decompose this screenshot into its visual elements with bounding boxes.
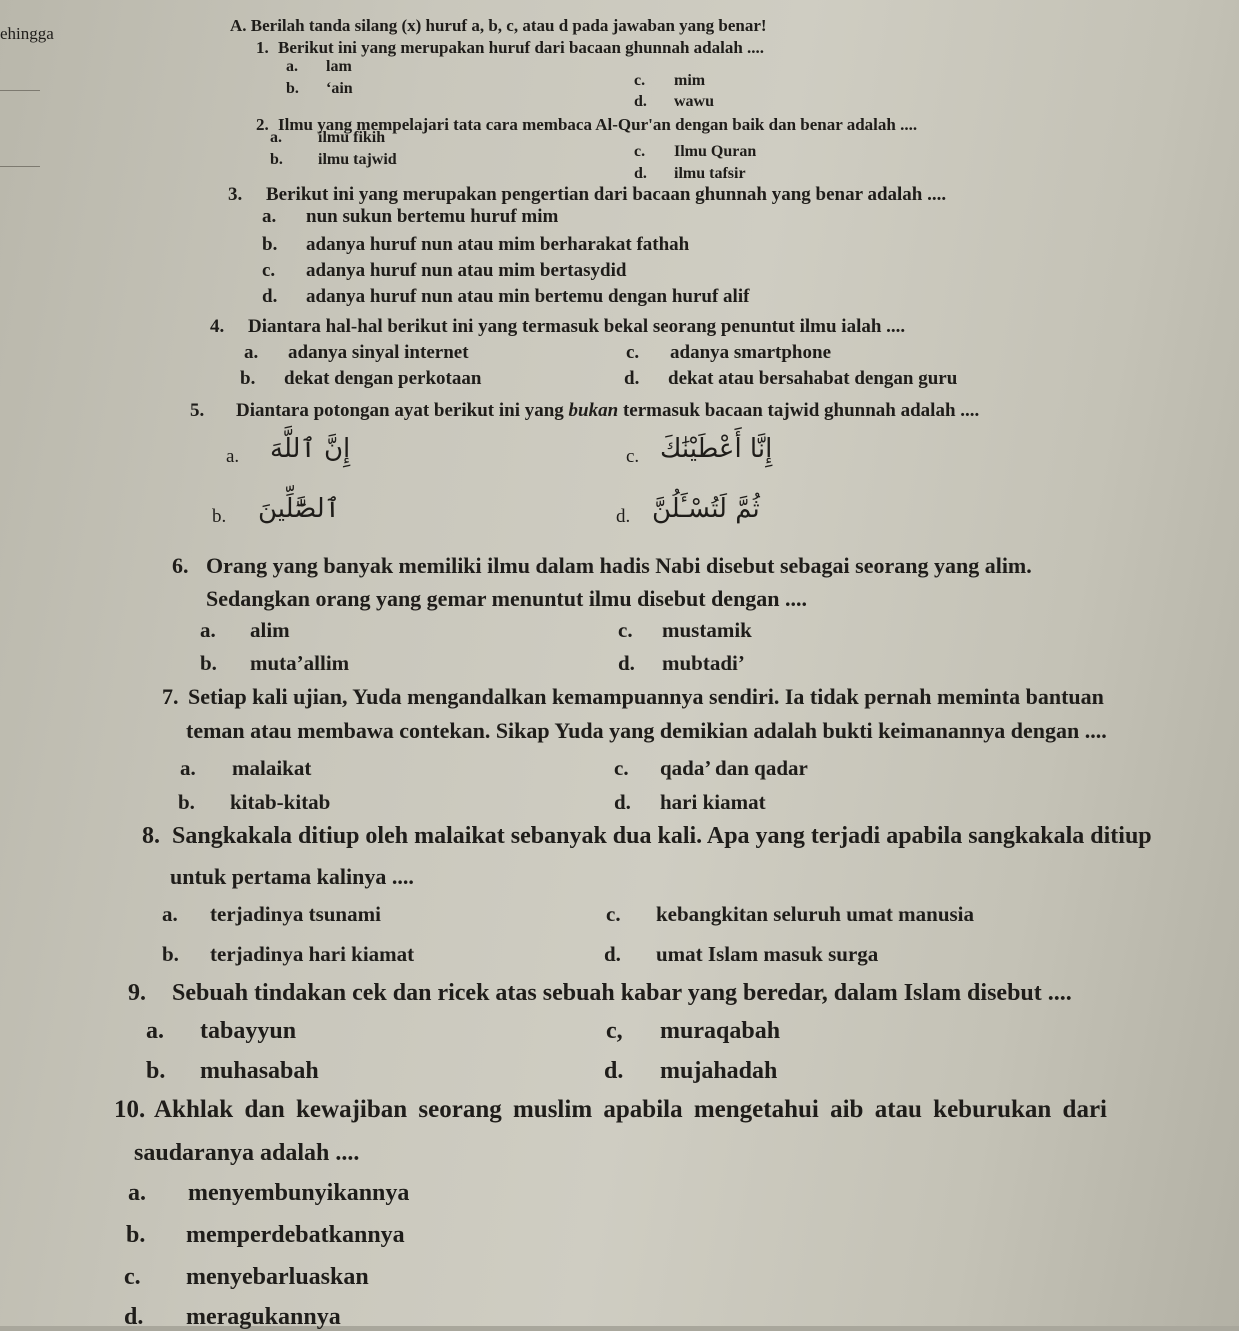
option-6b[interactable]: b. muta’allim bbox=[200, 651, 350, 675]
option-6a[interactable]: a. alim bbox=[200, 618, 290, 642]
option-3d[interactable]: d. adanya huruf nun atau min bertemu dengan huruf alif bbox=[262, 286, 750, 307]
question-7-line1: 7. Setiap kali ujian, Yuda mengandalkan kemampuannya sendiri. Ia tidak pernah meminta bantuan bbox=[162, 684, 1104, 709]
text-fragment: ehingga bbox=[0, 24, 54, 43]
option-1c[interactable]: c. mim bbox=[634, 72, 706, 89]
option-4c[interactable]: c. adanya smartphone bbox=[626, 342, 831, 363]
option-5c-label[interactable]: c. bbox=[626, 446, 640, 467]
option-7c[interactable]: c. qada’ dan qadar bbox=[614, 756, 808, 780]
option-2c[interactable]: c. Ilmu Quran bbox=[634, 143, 757, 160]
option-5a-label[interactable]: a. bbox=[226, 446, 240, 467]
option-5c-arabic: إِنَّا أَعْطَيْنَٰكَ bbox=[660, 434, 773, 464]
option-4b[interactable]: b. dekat dengan perkotaan bbox=[240, 368, 482, 389]
option-2b[interactable]: b. ilmu tajwid bbox=[270, 151, 397, 168]
question-8-line2: untuk pertama kalinya .... bbox=[170, 864, 414, 889]
margin-line bbox=[0, 90, 40, 91]
question-10-line1: 10. Akhlak dan kewajiban seorang muslim apabila mengetahui aib atau keburukan dari bbox=[114, 1096, 1107, 1123]
option-8b[interactable]: b. terjadinya hari kiamat bbox=[162, 942, 415, 966]
question-6-line2: Sedangkan orang yang gemar menuntut ilmu disebut dengan .... bbox=[206, 586, 808, 611]
option-5a-arabic: إِنَّ ٱللَّهَ bbox=[270, 434, 351, 464]
option-2d[interactable]: d. ilmu tafsir bbox=[634, 165, 746, 182]
option-9d[interactable]: d. mujahadah bbox=[604, 1058, 778, 1084]
option-8c[interactable]: c. kebangkitan seluruh umat manusia bbox=[606, 902, 975, 926]
question-2: 2. Ilmu yang mempelajari tata cara membaca Al-Qur'an dengan baik dan benar adalah .... bbox=[256, 115, 918, 134]
option-2a[interactable]: a. ilmu fikih bbox=[270, 129, 386, 146]
option-9a[interactable]: a. tabayyun bbox=[146, 1018, 297, 1044]
option-5d-label[interactable]: d. bbox=[616, 506, 631, 527]
section-heading: A. Berilah tanda silang (x) huruf a, b, c, atau d pada jawaban yang benar! bbox=[230, 16, 767, 35]
option-1b[interactable]: b. ‘ain bbox=[286, 80, 353, 97]
option-8a[interactable]: a. terjadinya tsunami bbox=[162, 902, 381, 926]
question-9: 9. Sebuah tindakan cek dan ricek atas sebuah kabar yang beredar, dalam Islam disebut .... bbox=[128, 980, 1072, 1006]
option-5d-arabic: ثُمَّ لَتُسْـَٔلُنَّ bbox=[652, 494, 760, 524]
question-1: 1. Berikut ini yang merupakan huruf dari bacaan ghunnah adalah .... bbox=[256, 38, 765, 57]
option-10b[interactable]: b. memperdebatkannya bbox=[126, 1222, 405, 1248]
option-9b[interactable]: b. muhasabah bbox=[146, 1058, 319, 1084]
margin-line bbox=[0, 166, 40, 167]
option-4d[interactable]: d. dekat atau bersahabat dengan guru bbox=[624, 368, 958, 389]
option-5b-arabic: ٱلصَّٰٓلِّينَ bbox=[258, 494, 340, 524]
option-1d[interactable]: d. wawu bbox=[634, 93, 715, 110]
question-3: 3. Berikut ini yang merupakan pengertian dari bacaan ghunnah yang benar adalah .... bbox=[228, 184, 947, 205]
option-7a[interactable]: a. malaikat bbox=[180, 756, 312, 780]
option-10c[interactable]: c. menyebarluaskan bbox=[124, 1264, 369, 1290]
option-7b[interactable]: b. kitab-kitab bbox=[178, 790, 331, 814]
option-3a[interactable]: a. nun sukun bertemu huruf mim bbox=[262, 206, 559, 227]
option-6d[interactable]: d. mubtadi’ bbox=[618, 651, 745, 675]
question-5: 5. Diantara potongan ayat berikut ini yang bukan termasuk bacaan tajwid ghunnah adalah .... bbox=[190, 400, 980, 421]
option-9c[interactable]: c, muraqabah bbox=[606, 1018, 781, 1044]
option-3c[interactable]: c. adanya huruf nun atau mim bertasydid bbox=[262, 260, 627, 281]
option-8d[interactable]: d. umat Islam masuk surga bbox=[604, 942, 879, 966]
option-10d[interactable]: d. meragukannya bbox=[124, 1304, 341, 1330]
option-5b-label[interactable]: b. bbox=[212, 506, 227, 527]
option-4a[interactable]: a. adanya sinyal internet bbox=[244, 342, 469, 363]
question-10-line2: saudaranya adalah .... bbox=[134, 1140, 360, 1166]
option-6c[interactable]: c. mustamik bbox=[618, 618, 752, 642]
question-6-line1: 6. Orang yang banyak memiliki ilmu dalam hadis Nabi disebut sebagai seorang yang alim. bbox=[172, 553, 1032, 578]
question-4: 4. Diantara hal-hal berikut ini yang termasuk bekal seorang penuntut ilmu ialah .... bbox=[210, 316, 906, 337]
option-7d[interactable]: d. hari kiamat bbox=[614, 790, 766, 814]
option-1a[interactable]: a. lam bbox=[286, 58, 352, 75]
option-3b[interactable]: b. adanya huruf nun atau mim berharakat fathah bbox=[262, 234, 690, 255]
question-7-line2: teman atau membawa contekan. Sikap Yuda yang demikian adalah bukti keimanannya dengan .... bbox=[186, 718, 1107, 743]
option-10a[interactable]: a. menyembunyikannya bbox=[128, 1180, 410, 1206]
question-8-line1: 8. Sangkakala ditiup oleh malaikat sebanyak dua kali. Apa yang terjadi apabila sangkakala ditiup bbox=[142, 823, 1152, 849]
